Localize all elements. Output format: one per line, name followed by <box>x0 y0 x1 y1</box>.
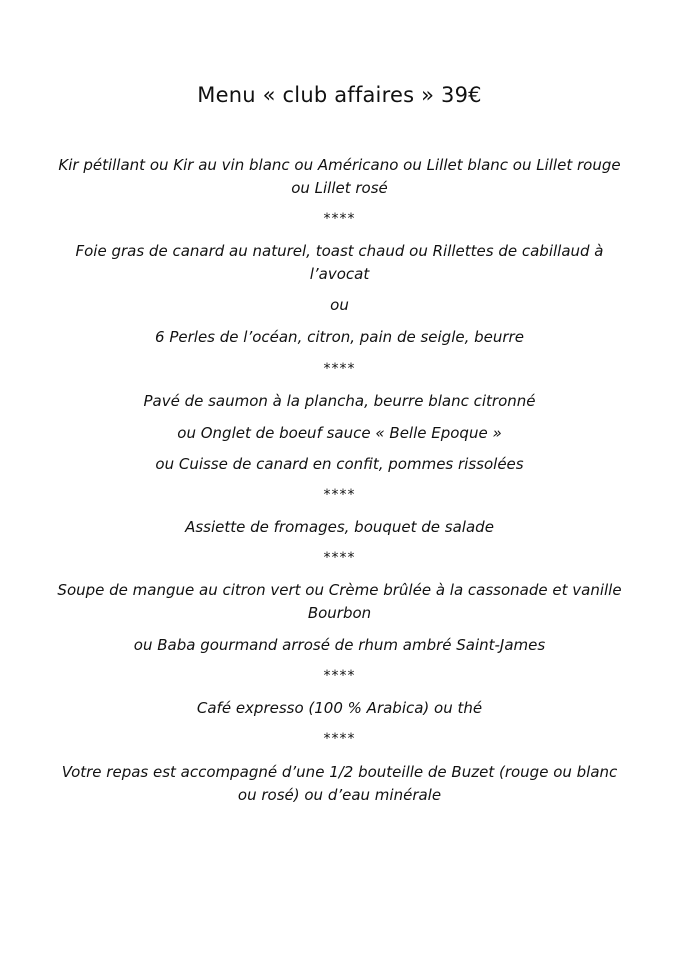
starter-line-3: 6 Perles de l’océan, citron, pain de seigle, beurre <box>155 328 524 346</box>
main-line-2: ou Onglet de boeuf sauce « Belle Epoque » <box>177 424 502 442</box>
separator-5: **** <box>323 668 356 684</box>
separator-3: **** <box>323 487 356 503</box>
separator-1: **** <box>323 211 356 227</box>
starter-line-2: l’avocat <box>309 265 370 283</box>
drinks-line-2: ou rosé) ou d’eau minérale <box>237 786 442 804</box>
coffee-line-1: Café expresso (100 % Arabica) ou thé <box>196 699 483 717</box>
dessert-line-2: Bourbon <box>307 604 372 622</box>
separator-2: **** <box>323 361 356 377</box>
dessert-line-3: ou Baba gourmand arrosé de rhum ambré Saint-James <box>133 636 546 654</box>
starter-or: ou <box>330 296 349 314</box>
aperitif-line-1: Kir pétillant ou Kir au vin blanc ou Américano ou Lillet blanc ou Lillet rouge <box>58 156 621 174</box>
menu-title: Menu « club affaires » 39€ <box>197 83 482 107</box>
separator-4: **** <box>323 550 356 566</box>
dessert-line-1: Soupe de mangue au citron vert ou Crème brûlée à la cassonade et vanille <box>57 581 622 599</box>
aperitif-line-2: ou Lillet rosé <box>291 179 388 197</box>
drinks-line-1: Votre repas est accompagné d’une 1/2 bouteille de Buzet (rouge ou blanc <box>61 763 618 781</box>
cheese-line-1: Assiette de fromages, bouquet de salade <box>185 518 494 536</box>
starter-line-1: Foie gras de canard au naturel, toast chaud ou Rillettes de cabillaud à <box>75 242 604 260</box>
main-line-3: ou Cuisse de canard en confit, pommes rissolées <box>155 455 524 473</box>
main-line-1: Pavé de saumon à la plancha, beurre blanc citronné <box>143 392 536 410</box>
separator-6: **** <box>323 731 356 747</box>
